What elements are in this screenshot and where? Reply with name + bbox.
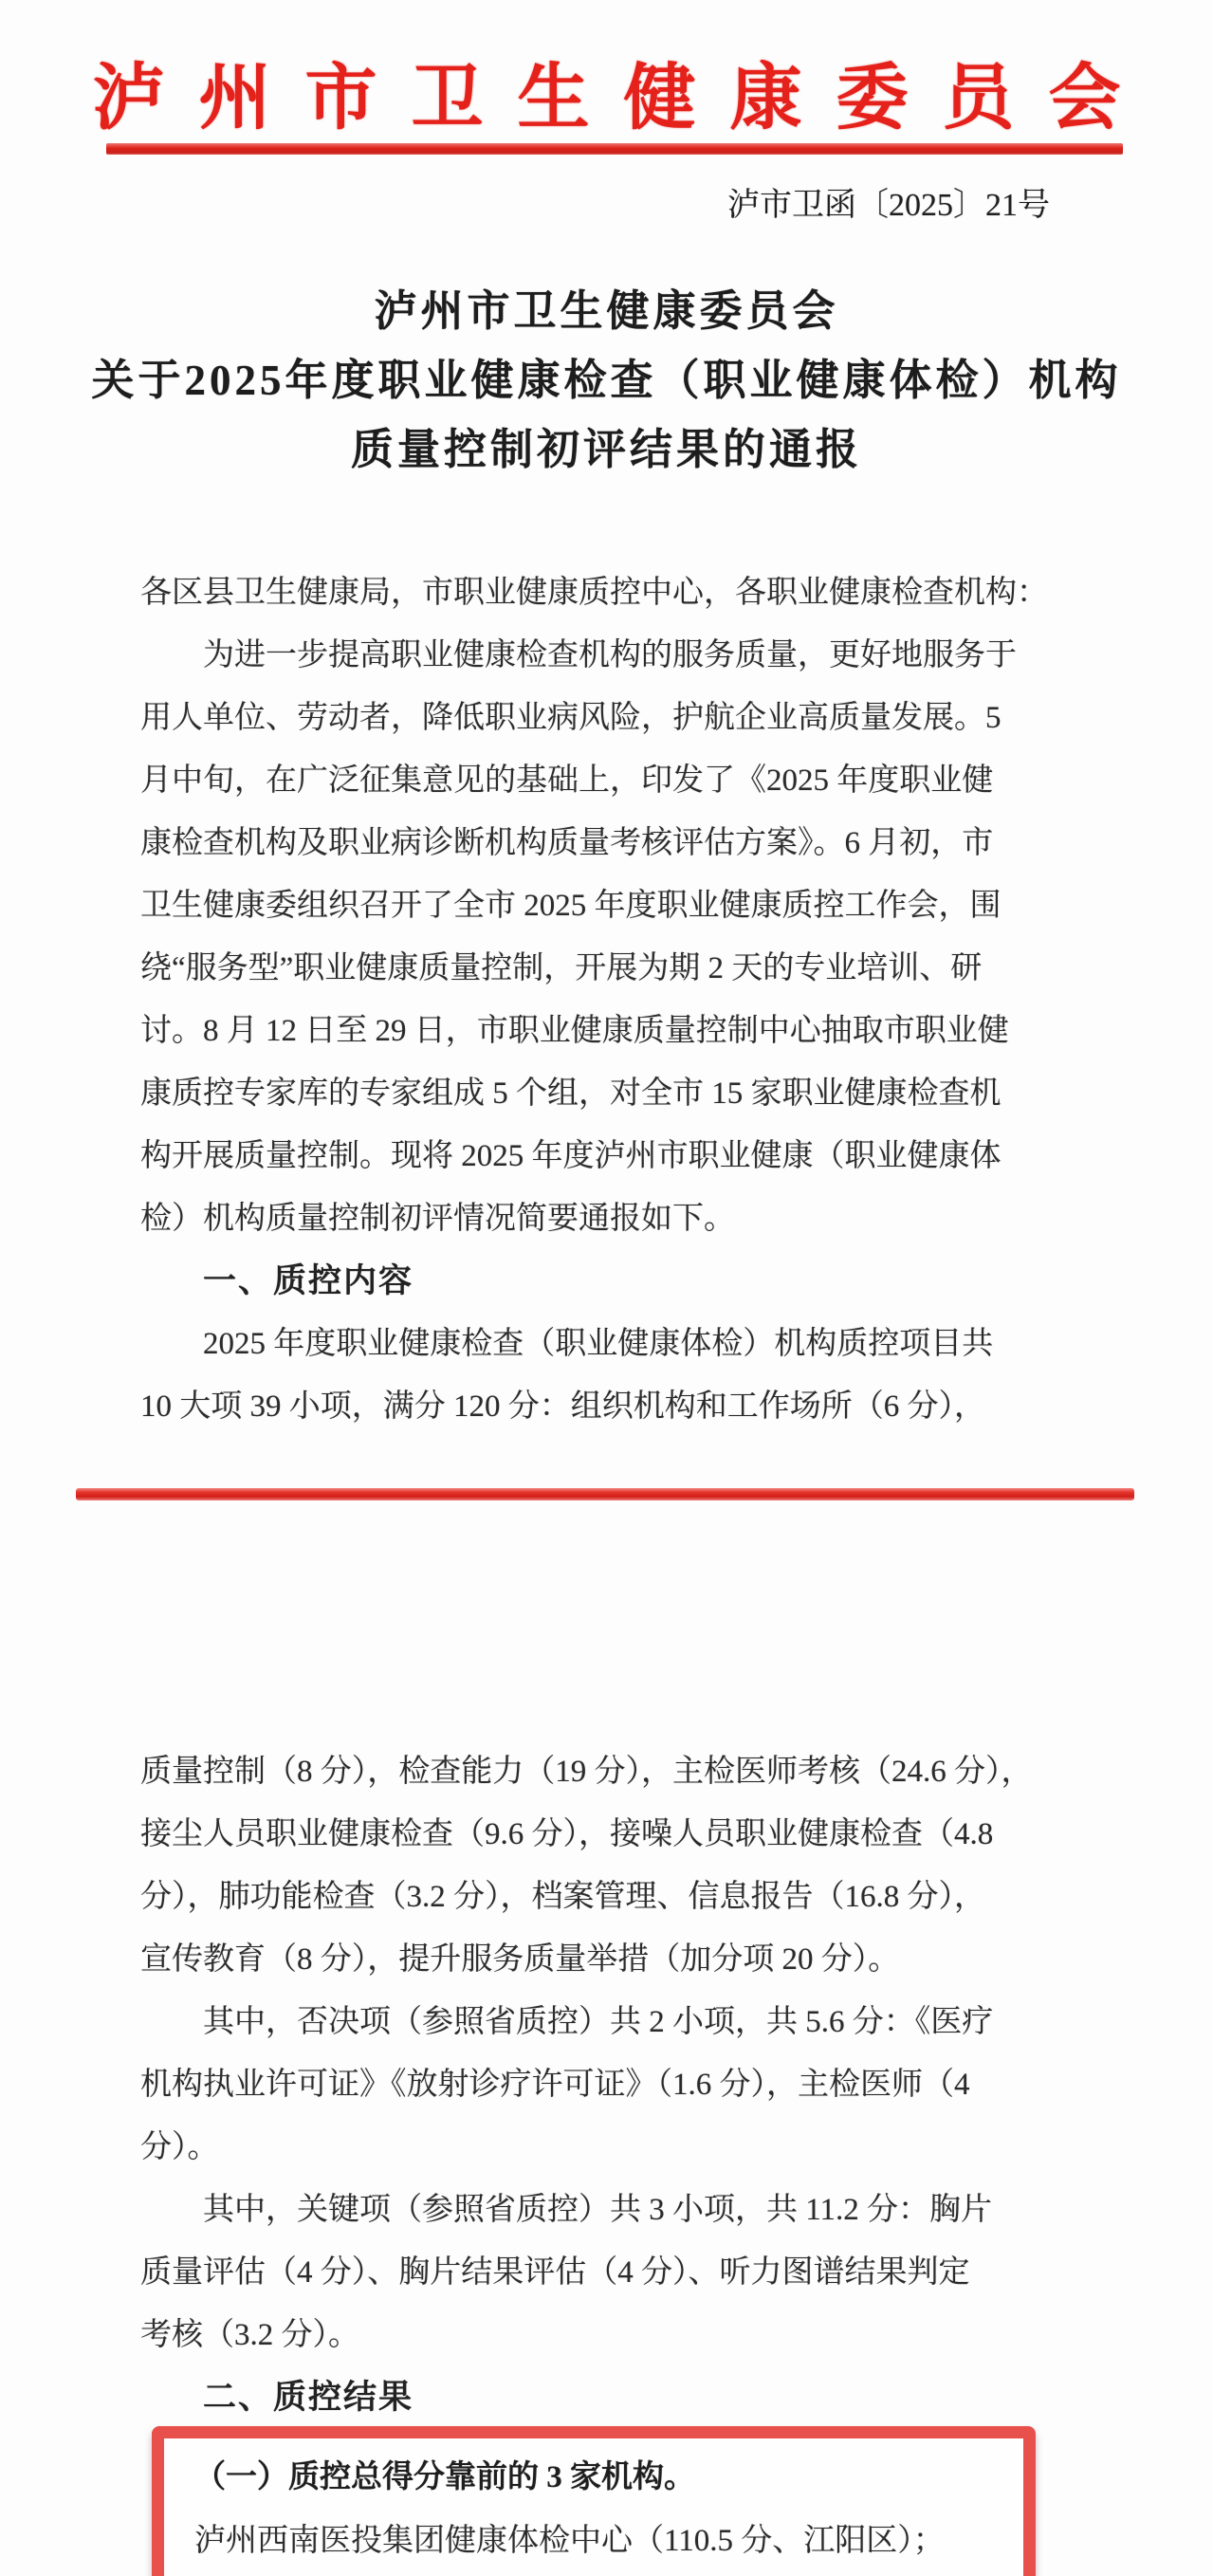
body-line: 考核（3.2 分）。 [140, 2318, 359, 2352]
body-page-2 [140, 1740, 1079, 2429]
page-separator-rule [76, 1488, 1134, 1500]
notice-title-line-1: 泸州市卫生健康委员会 [374, 287, 839, 335]
body-line: 质量控制（8 分），检查能力（19 分），主检医师考核（24.6 分）， [140, 1755, 1033, 1789]
highlight-box [152, 2426, 1036, 2576]
body-line: 质量评估（4 分）、胸片结果评估（4 分）、听力图谱结果判定 [140, 2255, 970, 2290]
body-line: 为进一步提高职业健康检查机构的服务质量，更好地服务于 [203, 638, 1017, 672]
body-line: 月中旬，在广泛征集意见的基础上，印发了《2025 年度职业健 [140, 764, 994, 798]
notice-title-line-3: 质量控制初评结果的通报 [350, 426, 862, 473]
body-line: 检）机构质量控制初评情况简要通报如下。 [140, 1202, 735, 1236]
body-line: 其中，否决项（参照省质控）共 2 小项，共 5.6 分：《医疗 [203, 2005, 994, 2039]
notice-title [0, 277, 1213, 485]
letterhead-rule [106, 143, 1123, 155]
doc-number: 泸市卫函〔2025〕21号 [727, 188, 1050, 223]
body-line: 卫生健康委组织召开了全市 2025 年度职业健康质控工作会，围 [140, 889, 1002, 923]
notice-title-line-2: 关于2025年度职业健康检查（职业健康体检）机构 [91, 357, 1122, 404]
body-line: 康质控专家库的专家组成 5 个组，对全市 15 家职业健康检查机 [140, 1076, 1002, 1111]
body-line: 宣传教育（8 分），提升服务质量举措（加分项 20 分）。 [140, 1942, 900, 1977]
body-line: 康检查机构及职业病诊断机构质量考核评估方案》。6 月初，市 [140, 826, 994, 860]
body-line: 分），肺功能检查（3.2 分），档案管理、信息报告（16.8 分）， [140, 1880, 985, 1914]
body-line: 机构执业许可证》《放射诊疗许可证》（1.6 分），主检医师（4 [140, 2068, 970, 2102]
body-line: 2025 年度职业健康检查（职业健康体检）机构质控项目共 [203, 1327, 994, 1361]
section-heading-2: 二、质控结果 [203, 2379, 414, 2416]
body-line: 绕“服务型”职业健康质量控制，开展为期 2 天的专业培训、研 [140, 951, 983, 985]
body-page-1 [140, 561, 1079, 1438]
salutation-line: 各区县卫生健康局，市职业健康质控中心，各职业健康检查机构： [140, 576, 1048, 610]
highlight-heading: （一）质控总得分靠前的 3 家机构。 [194, 2460, 695, 2494]
highlight-item: 泸州西南医投集团健康体检中心（110.5 分、江阳区）； [194, 2524, 945, 2558]
body-line: 构开展质量控制。现将 2025 年度泸州市职业健康（职业健康体 [140, 1139, 1002, 1173]
body-line: 接尘人员职业健康检查（9.6 分），接噪人员职业健康检查（4.8 [140, 1817, 994, 1851]
body-line: 用人单位、劳动者，降低职业病风险，护航企业高质量发展。5 [140, 701, 1002, 735]
body-line: 其中，关键项（参照省质控）共 3 小项，共 11.2 分：胸片 [203, 2193, 993, 2227]
body-line: 分）。 [140, 2130, 219, 2164]
section-heading-1: 一、质控内容 [203, 1262, 414, 1299]
body-line: 10 大项 39 小项，满分 120 分：组织机构和工作场所（6 分）， [140, 1389, 985, 1424]
agency-letterhead: 泸州市卫生健康委员会 [92, 59, 1155, 138]
body-line: 讨。8 月 12 日至 29 日，市职业健康质量控制中心抽取市职业健 [140, 1014, 1009, 1048]
